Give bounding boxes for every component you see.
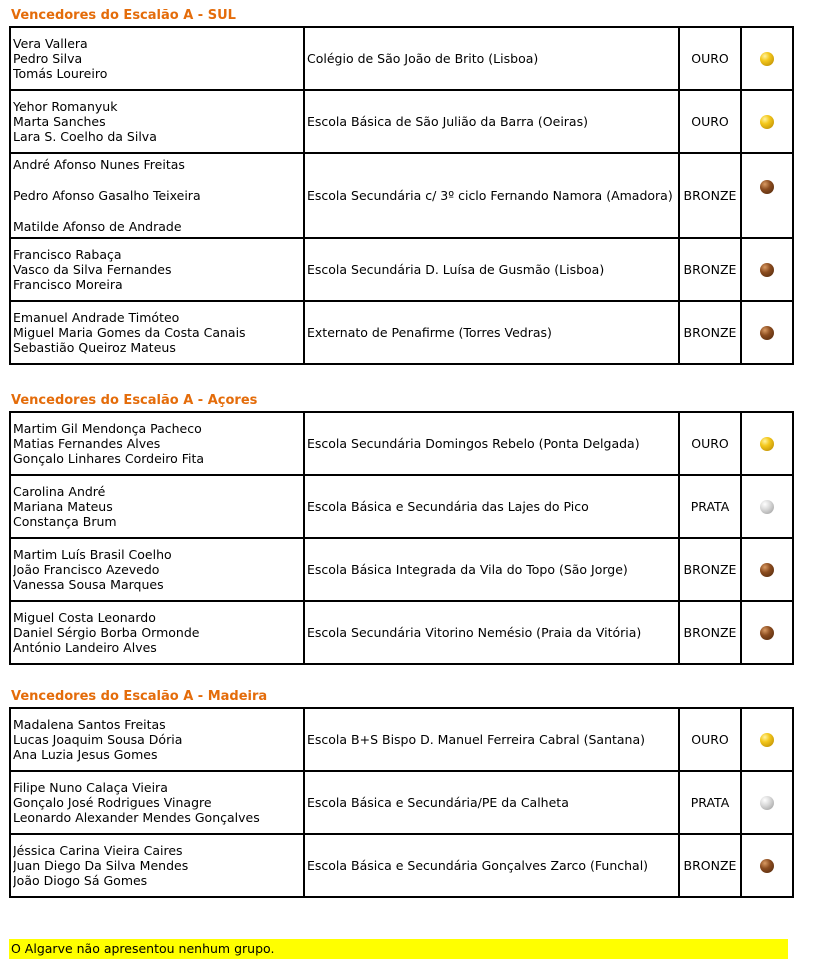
- medal-label: BRONZE: [679, 238, 741, 301]
- school-cell: Escola Básica de São Julião da Barra (Oeiras): [304, 90, 679, 153]
- medal-cell: [741, 771, 793, 834]
- medal-cell: [741, 538, 793, 601]
- medal-label: OURO: [679, 27, 741, 90]
- table-row: [10, 90, 793, 153]
- member-name: Marta Sanches: [13, 114, 106, 129]
- member-name: Francisco Rabaça: [13, 247, 122, 262]
- school-cell: Colégio de São João de Brito (Lisboa): [304, 27, 679, 90]
- member-name: Lara S. Coelho da Silva: [13, 129, 157, 144]
- medal-label: OURO: [679, 708, 741, 771]
- table-row: [10, 601, 793, 664]
- school-cell: Escola Básica e Secundária/PE da Calheta: [304, 771, 679, 834]
- school-cell: Escola Secundária Domingos Rebelo (Ponta Delgada): [304, 412, 679, 475]
- member-name: Daniel Sérgio Borba Ormonde: [13, 625, 200, 640]
- section-sul: [9, 6, 788, 365]
- member-name: Tomás Loureiro: [13, 66, 108, 81]
- member-name: Miguel Maria Gomes da Costa Canais: [13, 325, 246, 340]
- table-row: [10, 834, 793, 897]
- medal-cell: [741, 27, 793, 90]
- table-row: [10, 301, 793, 364]
- medal-cell: [741, 834, 793, 897]
- team-members-cell: [10, 90, 304, 153]
- section-title: Vencedores do Escalão A - Madeira: [11, 689, 268, 704]
- table-row: [10, 538, 793, 601]
- team-members-cell: [10, 27, 304, 90]
- member-name: Matias Fernandes Alves: [13, 436, 161, 451]
- member-name: Martim Gil Mendonça Pacheco: [13, 421, 202, 436]
- table-row: [10, 153, 793, 238]
- school-cell: Escola Secundária Vitorino Nemésio (Praia da Vitória): [304, 601, 679, 664]
- medal-cell: [741, 601, 793, 664]
- school-cell: Escola Secundária D. Luísa de Gusmão (Lisboa): [304, 238, 679, 301]
- bronze-medal-icon: [760, 326, 774, 340]
- member-name: Filipe Nuno Calaça Vieira: [13, 780, 168, 795]
- member-name: Lucas Joaquim Sousa Dória: [13, 732, 183, 747]
- table-row: [10, 771, 793, 834]
- member-name: Miguel Costa Leonardo: [13, 610, 156, 625]
- member-name: Madalena Santos Freitas: [13, 717, 166, 732]
- medal-cell: [741, 301, 793, 364]
- medal-label: BRONZE: [679, 601, 741, 664]
- member-name: Carolina André: [13, 484, 106, 499]
- results-table: [9, 707, 794, 898]
- member-name: Ana Luzia Jesus Gomes: [13, 747, 158, 762]
- member-name: Vanessa Sousa Marques: [13, 577, 164, 592]
- medal-cell: [741, 238, 793, 301]
- medal-label: PRATA: [679, 475, 741, 538]
- medal-label: PRATA: [679, 771, 741, 834]
- member-name: Vera Vallera: [13, 36, 88, 51]
- medal-cell: [741, 412, 793, 475]
- team-members-cell: [10, 412, 304, 475]
- team-members-cell: [10, 601, 304, 664]
- member-name: André Afonso Nunes Freitas: [13, 157, 185, 172]
- team-members-cell: [10, 538, 304, 601]
- medal-label: OURO: [679, 90, 741, 153]
- table-row: [10, 238, 793, 301]
- member-name: António Landeiro Alves: [13, 640, 157, 655]
- bronze-medal-icon: [760, 859, 774, 873]
- school-cell: Escola Básica e Secundária Gonçalves Zarco (Funchal): [304, 834, 679, 897]
- team-members-cell: [10, 301, 304, 364]
- member-name: Juan Diego Da Silva Mendes: [13, 858, 189, 873]
- member-name: Matilde Afonso de Andrade: [13, 219, 182, 234]
- medal-cell: [741, 475, 793, 538]
- team-members-cell: [10, 834, 304, 897]
- table-row: [10, 412, 793, 475]
- team-members-cell: [10, 238, 304, 301]
- team-members-cell: [10, 475, 304, 538]
- member-name: Leonardo Alexander Mendes Gonçalves: [13, 810, 260, 825]
- gold-medal-icon: [760, 733, 774, 747]
- bronze-medal-icon: [760, 180, 774, 194]
- member-name: Gonçalo José Rodrigues Vinagre: [13, 795, 212, 810]
- bronze-medal-icon: [760, 626, 774, 640]
- algarve-note: O Algarve não apresentou nenhum grupo.: [9, 939, 788, 959]
- bronze-medal-icon: [760, 263, 774, 277]
- silver-medal-icon: [760, 796, 774, 810]
- results-table: [9, 411, 794, 665]
- member-name: Constança Brum: [13, 514, 117, 529]
- school-cell: Escola Secundária c/ 3º ciclo Fernando Namora (Amadora): [304, 153, 679, 238]
- member-name: Emanuel Andrade Timóteo: [13, 310, 180, 325]
- member-name: Sebastião Queiroz Mateus: [13, 340, 176, 355]
- gold-medal-icon: [760, 52, 774, 66]
- member-name: Pedro Silva: [13, 51, 83, 66]
- team-members-cell: [10, 153, 304, 238]
- medal-cell: [741, 90, 793, 153]
- member-name: Pedro Afonso Gasalho Teixeira: [13, 188, 201, 203]
- medal-label: BRONZE: [679, 153, 741, 238]
- team-members-cell: [10, 708, 304, 771]
- medal-label: BRONZE: [679, 301, 741, 364]
- medal-label: BRONZE: [679, 834, 741, 897]
- silver-medal-icon: [760, 500, 774, 514]
- member-name: Martim Luís Brasil Coelho: [13, 547, 172, 562]
- table-row: [10, 708, 793, 771]
- member-name: Mariana Mateus: [13, 499, 113, 514]
- member-name: Yehor Romanyuk: [13, 99, 118, 114]
- table-row: [10, 27, 793, 90]
- medal-cell: [741, 153, 793, 238]
- medal-cell: [741, 708, 793, 771]
- member-name: Francisco Moreira: [13, 277, 123, 292]
- member-name: João Diogo Sá Gomes: [13, 873, 148, 888]
- results-table: [9, 26, 794, 365]
- gold-medal-icon: [760, 437, 774, 451]
- bronze-medal-icon: [760, 563, 774, 577]
- section-title: Vencedores do Escalão A - SUL: [11, 8, 236, 23]
- section-madeira: [9, 687, 788, 898]
- school-cell: Escola Básica Integrada da Vila do Topo (São Jorge): [304, 538, 679, 601]
- member-name: Vasco da Silva Fernandes: [13, 262, 172, 277]
- team-members-cell: [10, 771, 304, 834]
- school-cell: Escola B+S Bispo D. Manuel Ferreira Cabral (Santana): [304, 708, 679, 771]
- school-cell: Externato de Penafirme (Torres Vedras): [304, 301, 679, 364]
- member-name: Gonçalo Linhares Cordeiro Fita: [13, 451, 205, 466]
- table-row: [10, 475, 793, 538]
- medal-label: BRONZE: [679, 538, 741, 601]
- section-acores: [9, 391, 788, 665]
- member-name: Jéssica Carina Vieira Caires: [13, 843, 183, 858]
- member-name: João Francisco Azevedo: [13, 562, 160, 577]
- section-title: Vencedores do Escalão A - Açores: [11, 393, 258, 408]
- gold-medal-icon: [760, 115, 774, 129]
- school-cell: Escola Básica e Secundária das Lajes do Pico: [304, 475, 679, 538]
- medal-label: OURO: [679, 412, 741, 475]
